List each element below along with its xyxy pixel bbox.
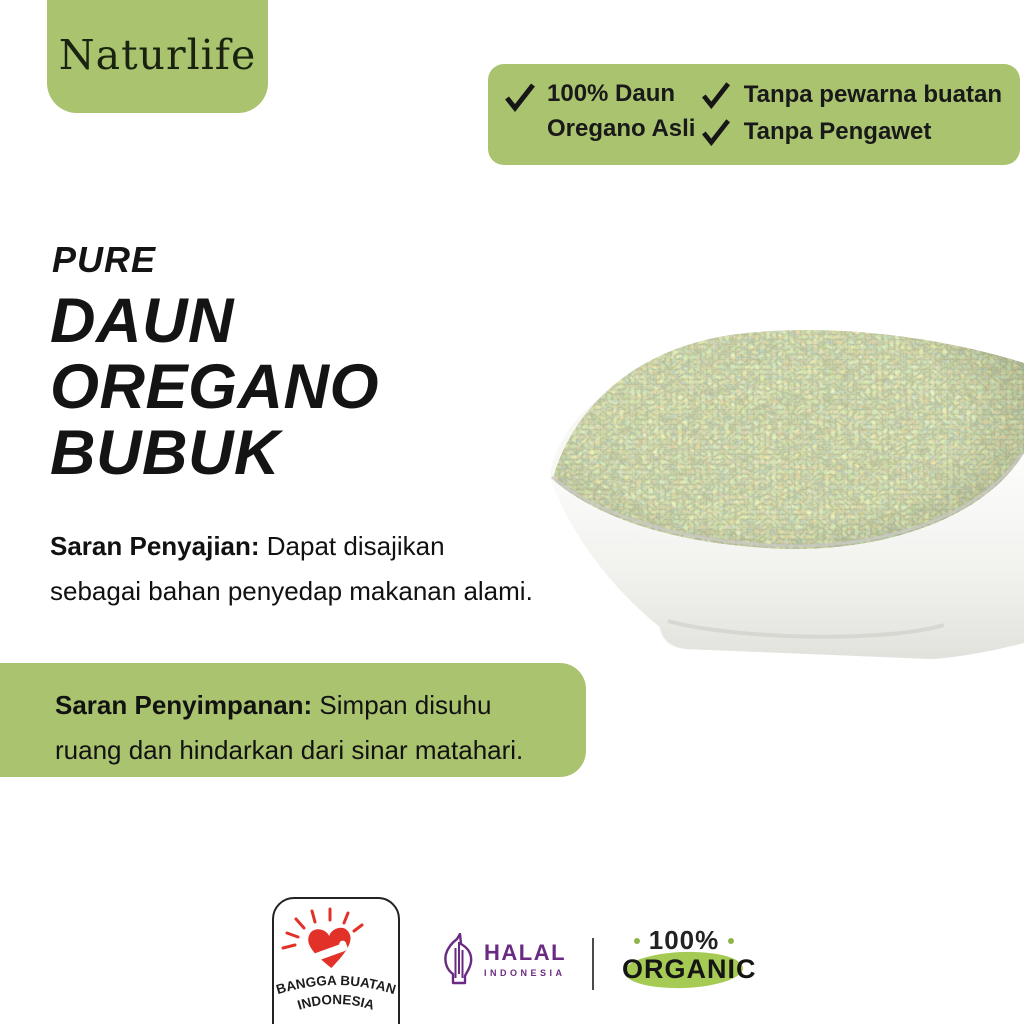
check-icon <box>701 80 731 110</box>
claims-column-2 <box>701 80 1002 151</box>
claim-item-1-text <box>547 80 695 151</box>
storage-suggestion <box>55 683 586 773</box>
svg-text:INDONESIA <box>296 992 377 1013</box>
product-title <box>50 240 379 486</box>
halal-text <box>484 941 566 978</box>
organic-percent-row <box>622 925 746 955</box>
footer-divider <box>592 938 594 990</box>
claim-text: Oregano Asli <box>547 115 696 142</box>
claim-text: 100% Daun <box>547 80 676 107</box>
organic-percent: 100% <box>648 924 720 955</box>
dot-icon <box>634 938 640 944</box>
title-line: OREGANO <box>50 352 380 422</box>
bangga-buatan-indonesia-badge <box>272 897 400 1024</box>
claim-item-1 <box>504 80 701 151</box>
halal-subtitle: INDONESIA <box>484 967 566 978</box>
organic-label: ORGANIC <box>622 954 757 984</box>
bbi-text-line1: BANGGA BUATAN <box>274 972 398 998</box>
title-line: BUBUK <box>50 418 280 488</box>
serving-line2: sebagai bahan penyedap makanan alami. <box>50 576 533 606</box>
storage-line2: ruang dan hindarkan dari sinar matahari. <box>55 735 524 765</box>
halal-indonesia-logo <box>443 933 566 985</box>
brand-logo-box <box>47 0 268 113</box>
check-icon <box>701 117 731 147</box>
claim-text: Tanpa Pengawet <box>743 118 932 145</box>
claim-item-2 <box>701 80 1002 110</box>
title-kicker: PURE <box>52 239 157 280</box>
claim-item-3 <box>701 117 1002 147</box>
serving-line1: Dapat disajikan <box>259 531 445 561</box>
organic-badge <box>622 924 757 995</box>
storage-box <box>0 663 586 777</box>
claim-text: Tanpa pewarna buatan <box>743 81 1002 108</box>
heart-icon <box>308 927 353 969</box>
check-icon <box>504 81 536 151</box>
oregano-bowl-photo <box>548 325 1024 670</box>
storage-line1: Simpan disuhu <box>312 690 492 720</box>
gunungan-icon <box>443 933 475 985</box>
brand-logo-text: Naturlife <box>58 30 257 79</box>
storage-label: Saran Penyimpanan: <box>55 690 313 720</box>
dot-icon <box>728 938 734 944</box>
serving-label: Saran Penyajian: <box>50 531 260 561</box>
title-line: DAUN <box>50 286 234 356</box>
claims-box <box>488 64 1020 165</box>
bbi-heart-icon <box>274 899 398 1024</box>
serving-suggestion <box>50 524 533 614</box>
halal-title: HALAL <box>484 939 567 965</box>
bbi-text-line2: INDONESIA <box>295 991 377 1013</box>
